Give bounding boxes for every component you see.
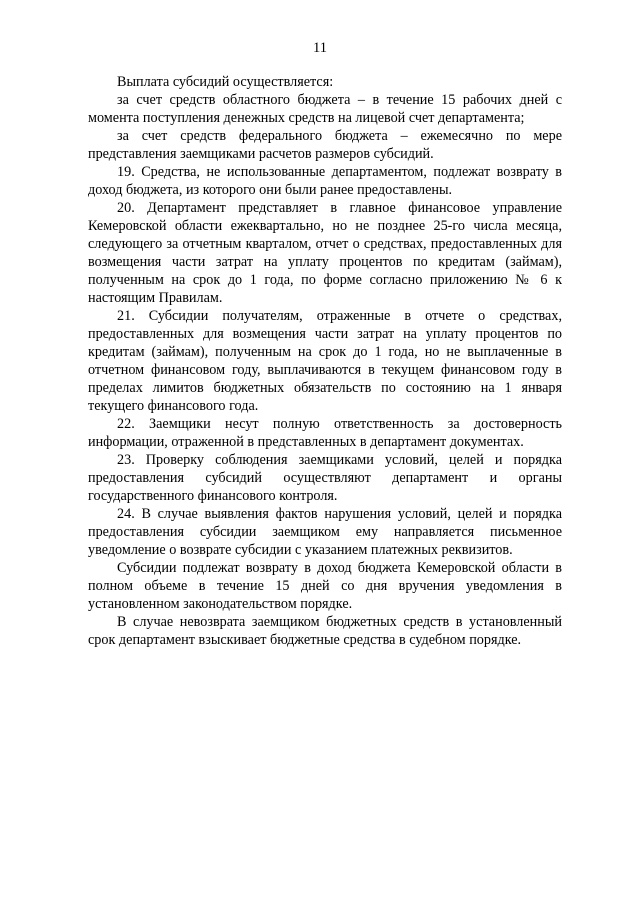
paragraph-item-24: 24. В случае выявления фактов нарушения условий, целей и порядка предоставления субсидии заемщиком ему направляется письменное уведомление о возврате субсидии с указанием платежных реквизитов. <box>88 506 562 558</box>
paragraph-refund: Субсидии подлежат возврату в доход бюджета Кемеровской области в полном объеме в течение 15 дней со дня вручения уведомления в установленном законодательством порядке. <box>88 560 562 612</box>
paragraph-item-23: 23. Проверку соблюдения заемщиками условий, целей и порядка предоставления субсидий осуществляют департамент и органы государственного финансового контроля. <box>88 452 562 504</box>
paragraph-item-21: 21. Субсидии получателям, отраженные в отчете о средствах, предоставленных для возмещения части затрат на уплату процентов по кредитам (займам), полученным на срок до 1 года, но не выплаченные в отчетном финансовом году, выплачиваются в текущем финансовом году в пределах лимитов бюджетных обязательств по состоянию на 1 января текущего финансового года. <box>88 308 562 414</box>
document-body <box>88 73 562 649</box>
page-number: 11 <box>313 40 327 56</box>
paragraph-item-19: 19. Средства, не использованные департаментом, подлежат возврату в доход бюджета, из которого они были ранее предоставлены. <box>88 164 562 198</box>
paragraph-item-20: 20. Департамент представляет в главное финансовое управление Кемеровской области ежеквартально, но не позднее 25-го числа месяца, следующего за отчетным кварталом, отчет о средствах, предоставленных для возмещения части затрат на уплату процентов по кредитам (займам), полученным на срок до 1 года, по форме согласно приложению № 6 к настоящим Правилам. <box>88 200 562 306</box>
paragraph-federal-budget: за счет средств федерального бюджета – ежемесячно по мере представления заемщиками расчетов размеров субсидий. <box>88 128 562 162</box>
paragraph-non-return: В случае невозврата заемщиком бюджетных средств в установленный срок департамент взыскивает бюджетные средства в судебном порядке. <box>88 614 562 648</box>
paragraph-regional-budget: за счет средств областного бюджета – в течение 15 рабочих дней с момента поступления денежных средств на лицевой счет департамента; <box>88 92 562 126</box>
paragraph-payment-intro: Выплата субсидий осуществляется: <box>117 74 334 90</box>
paragraph-item-22: 22. Заемщики несут полную ответственность за достоверность информации, отраженной в представленных в департамент документах. <box>88 416 562 450</box>
